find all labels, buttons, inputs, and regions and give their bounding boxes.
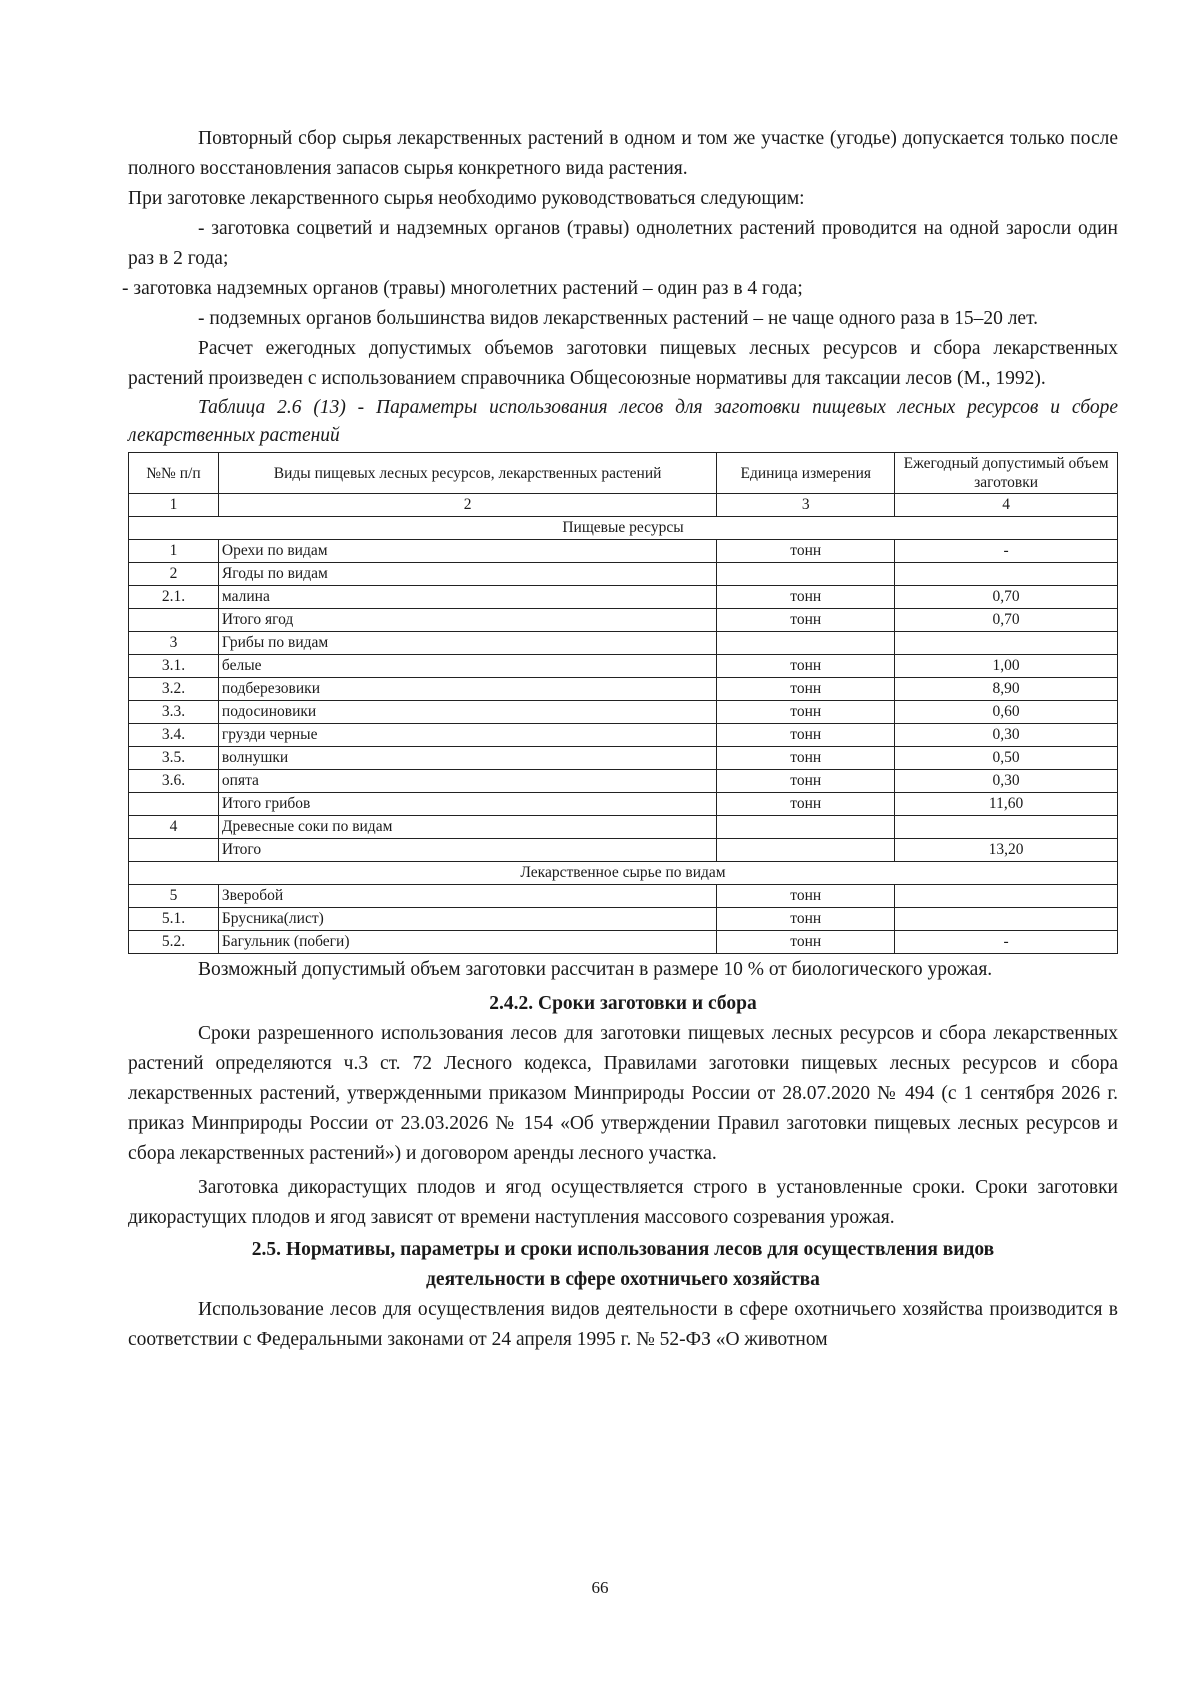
numbering-cell: 1 bbox=[129, 494, 219, 517]
row-number-cell: 3.4. bbox=[129, 724, 219, 747]
row-number-cell bbox=[129, 609, 219, 632]
row-resource-cell: волнушки bbox=[218, 747, 716, 770]
table-row bbox=[129, 563, 1118, 586]
row-unit-cell: тонн bbox=[717, 540, 895, 563]
table-row bbox=[129, 770, 1118, 793]
row-resource-cell: Итого bbox=[218, 839, 716, 862]
section-row-food bbox=[129, 517, 1118, 540]
paragraph-guidelines-intro: При заготовке лекарственного сырья необходимо руководствоваться следующим: bbox=[128, 188, 805, 209]
table-header-row bbox=[129, 453, 1118, 494]
row-number-cell: 4 bbox=[129, 816, 219, 839]
header-resource-type: Виды пищевых лесных ресурсов, лекарственных растений bbox=[218, 453, 716, 494]
row-volume-cell bbox=[895, 816, 1118, 839]
row-number-cell: 5.2. bbox=[129, 931, 219, 954]
row-volume-cell bbox=[895, 885, 1118, 908]
numbering-cell: 4 bbox=[895, 494, 1118, 517]
table-row bbox=[129, 655, 1118, 678]
row-unit-cell: тонн bbox=[717, 770, 895, 793]
row-volume-cell: 0,70 bbox=[895, 586, 1118, 609]
row-volume-cell: 0,70 bbox=[895, 609, 1118, 632]
paragraph-terms-harvest: Заготовка дикорастущих плодов и ягод осуществляется строго в установленные сроки. Сроки заготовки дикорастущих плодов и ягод зависят от времени наступления массового созревания урожая. bbox=[128, 1177, 1118, 1228]
paragraph-hunting: Использование лесов для осуществления видов деятельности в сфере охотничьего хозяйства производится в соответствии с Федеральными законами от 24 апреля 1995 г. № 52-ФЗ «О животном bbox=[128, 1299, 1118, 1350]
row-unit-cell: тонн bbox=[717, 747, 895, 770]
row-volume-cell: 1,00 bbox=[895, 655, 1118, 678]
row-unit-cell: тонн bbox=[717, 586, 895, 609]
row-number-cell: 3.5. bbox=[129, 747, 219, 770]
section-title-food: Пищевые ресурсы bbox=[129, 517, 1118, 540]
row-volume-cell: 0,50 bbox=[895, 747, 1118, 770]
table-row bbox=[129, 609, 1118, 632]
row-number-cell: 3.2. bbox=[129, 678, 219, 701]
row-resource-cell: Зверобой bbox=[218, 885, 716, 908]
page-number: 66 bbox=[591, 1578, 609, 1597]
row-number-cell: 3 bbox=[129, 632, 219, 655]
row-volume-cell bbox=[895, 563, 1118, 586]
row-volume-cell: 0,30 bbox=[895, 724, 1118, 747]
resources-table bbox=[128, 452, 1118, 954]
row-number-cell: 5.1. bbox=[129, 908, 219, 931]
row-unit-cell bbox=[717, 839, 895, 862]
row-volume-cell: 8,90 bbox=[895, 678, 1118, 701]
page-content bbox=[122, 124, 1118, 1355]
table-caption: Таблица 2.6 (13) - Параметры использования лесов для заготовки пищевых лесных ресурсов и сборе лекарственных растений bbox=[128, 397, 1118, 446]
heading-2-5-line2: деятельности в сфере охотничьего хозяйства bbox=[426, 1269, 820, 1290]
row-resource-cell: опята bbox=[218, 770, 716, 793]
row-volume-cell: 0,60 bbox=[895, 701, 1118, 724]
table-row bbox=[129, 885, 1118, 908]
row-number-cell: 5 bbox=[129, 885, 219, 908]
row-unit-cell: тонн bbox=[717, 609, 895, 632]
row-resource-cell: белые bbox=[218, 655, 716, 678]
numbering-cell: 2 bbox=[218, 494, 716, 517]
row-volume-cell bbox=[895, 632, 1118, 655]
table-row bbox=[129, 747, 1118, 770]
row-unit-cell bbox=[717, 632, 895, 655]
table-row bbox=[129, 724, 1118, 747]
row-volume-cell bbox=[895, 908, 1118, 931]
row-number-cell: 3.3. bbox=[129, 701, 219, 724]
table-body bbox=[129, 517, 1118, 954]
row-unit-cell: тонн bbox=[717, 724, 895, 747]
paragraph-terms-rules: Сроки разрешенного использования лесов для заготовки пищевых лесных ресурсов и сбора лекарственных растений определяются ч.3 ст. 72 Лесного кодекса, Правилами заготовки пищевых лесных ресурсов и сбора лекарственных растений, утвержденными приказом Минприроды России от 28.07.2020 № 494 (с 1 сентября 2026 г. приказ Минприроды России от 23.03.2026 № 154 «Об утверждении Правил заготовки пищевых лесных ресурсов и сбора лекарственных растений») и договором аренды лесного участка. bbox=[128, 1023, 1118, 1164]
row-resource-cell: Брусника(лист) bbox=[218, 908, 716, 931]
table-row bbox=[129, 540, 1118, 563]
row-resource-cell: Грибы по видам bbox=[218, 632, 716, 655]
row-resource-cell: Древесные соки по видам bbox=[218, 816, 716, 839]
section-title-medicinal: Лекарственное сырье по видам bbox=[129, 862, 1118, 885]
header-unit: Единица измерения bbox=[717, 453, 895, 494]
table-row bbox=[129, 931, 1118, 954]
paragraph-volume-note: Возможный допустимый объем заготовки рассчитан в размере 10 % от биологического урожая. bbox=[198, 959, 993, 980]
row-volume-cell: - bbox=[895, 540, 1118, 563]
table-row bbox=[129, 839, 1118, 862]
section-row-medicinal bbox=[129, 862, 1118, 885]
row-number-cell: 3.6. bbox=[129, 770, 219, 793]
header-annual-volume: Ежегодный допустимый объем заготовки bbox=[895, 453, 1118, 494]
row-resource-cell: Багульник (побеги) bbox=[218, 931, 716, 954]
row-unit-cell: тонн bbox=[717, 793, 895, 816]
row-resource-cell: грузди черные bbox=[218, 724, 716, 747]
table-numbering-row bbox=[129, 494, 1118, 517]
row-resource-cell: подосиновики bbox=[218, 701, 716, 724]
numbering-cell: 3 bbox=[717, 494, 895, 517]
row-unit-cell: тонн bbox=[717, 885, 895, 908]
row-resource-cell: Орехи по видам bbox=[218, 540, 716, 563]
row-resource-cell: Итого грибов bbox=[218, 793, 716, 816]
table-row bbox=[129, 908, 1118, 931]
row-number-cell bbox=[129, 793, 219, 816]
row-volume-cell: 13,20 bbox=[895, 839, 1118, 862]
row-unit-cell bbox=[717, 563, 895, 586]
header-number: №№ п/п bbox=[129, 453, 219, 494]
row-number-cell: 2 bbox=[129, 563, 219, 586]
row-unit-cell: тонн bbox=[717, 678, 895, 701]
paragraph-calculation: Расчет ежегодных допустимых объемов заготовки пищевых лесных ресурсов и сбора лекарственных растений произведен с использованием справочника Общесоюзные нормативы для таксации лесов (М., 1992). bbox=[128, 338, 1118, 389]
row-number-cell: 1 bbox=[129, 540, 219, 563]
table-row bbox=[129, 816, 1118, 839]
row-resource-cell: малина bbox=[218, 586, 716, 609]
table-row bbox=[129, 701, 1118, 724]
row-volume-cell: 11,60 bbox=[895, 793, 1118, 816]
row-volume-cell: - bbox=[895, 931, 1118, 954]
row-unit-cell: тонн bbox=[717, 701, 895, 724]
table-row bbox=[129, 586, 1118, 609]
paragraph-rule-perennial: - заготовка надземных органов (травы) многолетних растений – один раз в 4 года; bbox=[122, 278, 803, 299]
heading-2-4-2: 2.4.2. Сроки заготовки и сбора bbox=[489, 993, 757, 1014]
table-row bbox=[129, 632, 1118, 655]
table-row bbox=[129, 793, 1118, 816]
row-unit-cell: тонн bbox=[717, 655, 895, 678]
row-number-cell: 2.1. bbox=[129, 586, 219, 609]
row-resource-cell: Ягоды по видам bbox=[218, 563, 716, 586]
row-number-cell bbox=[129, 839, 219, 862]
paragraph-rule-underground: - подземных органов большинства видов лекарственных растений – не чаще одного раза в 15–20 лет. bbox=[198, 308, 1039, 329]
row-unit-cell: тонн bbox=[717, 908, 895, 931]
heading-2-5-line1: 2.5. Нормативы, параметры и сроки использования лесов для осуществления видов bbox=[251, 1239, 995, 1260]
row-unit-cell: тонн bbox=[717, 931, 895, 954]
row-resource-cell: подберезовики bbox=[218, 678, 716, 701]
row-unit-cell bbox=[717, 816, 895, 839]
paragraph-rule-annual: - заготовка соцветий и надземных органов (травы) однолетних растений проводится на одной заросли один раз в 2 года; bbox=[128, 218, 1118, 269]
paragraph-repeat-collection: Повторный сбор сырья лекарственных растений в одном и том же участке (угодье) допускается только после полного восстановления запасов сырья конкретного вида растения. bbox=[128, 128, 1118, 179]
row-resource-cell: Итого ягод bbox=[218, 609, 716, 632]
row-number-cell: 3.1. bbox=[129, 655, 219, 678]
row-volume-cell: 0,30 bbox=[895, 770, 1118, 793]
table-row bbox=[129, 678, 1118, 701]
